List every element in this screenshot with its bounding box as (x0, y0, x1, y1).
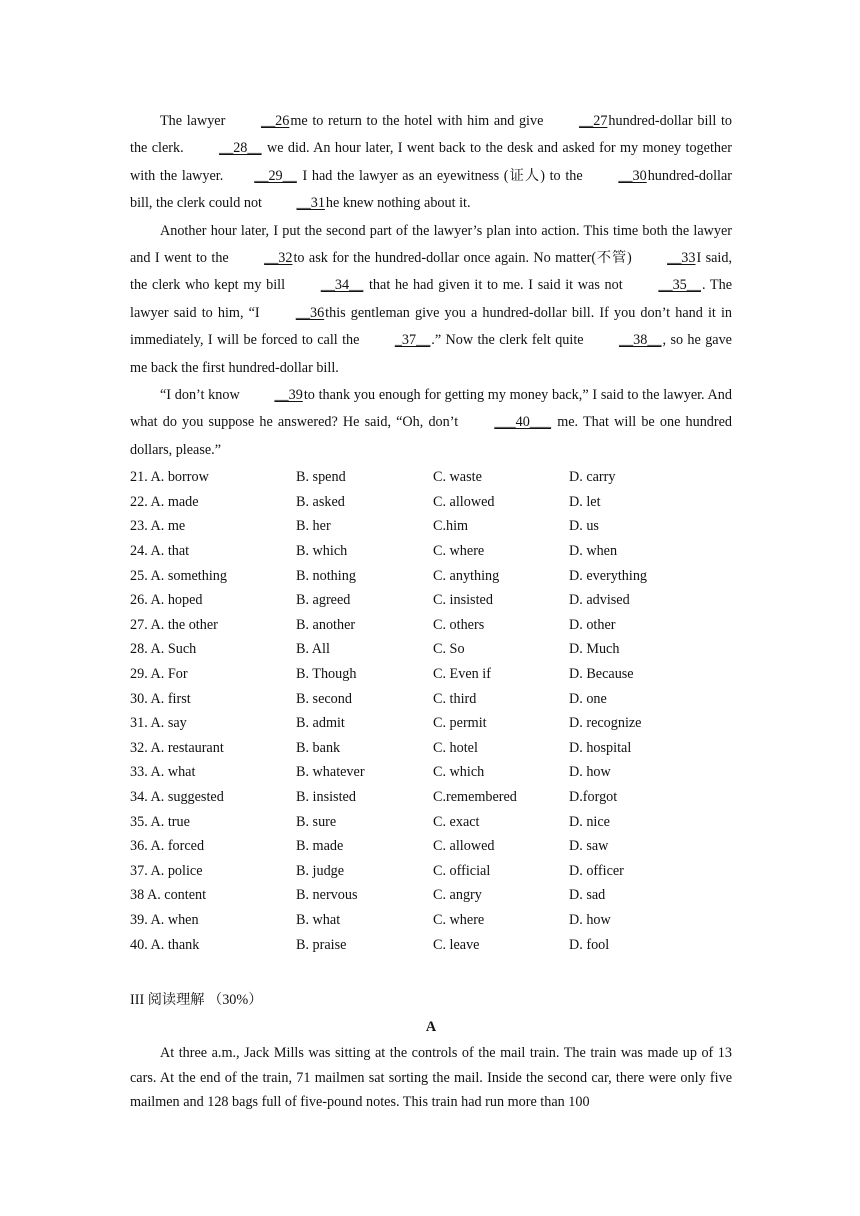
option-choice: C. where (433, 543, 485, 560)
option-choice: C.him (433, 518, 469, 535)
passage-text: Another hour later, I put the second part of the lawyer’s plan into action. This time both the lawyer and I went to the (130, 222, 732, 267)
section-title: III 阅读理解 （30%） (130, 992, 263, 1009)
option-choice: D. hospital (569, 739, 632, 756)
passage-text: I said, the clerk who kept my bill (130, 250, 732, 294)
passage-text: we did. An hour later, I went back to the desk and asked for my money together with the lawyer. (130, 140, 732, 184)
option-choice: B. judge (296, 862, 345, 879)
option-row (130, 933, 732, 958)
document-page (130, 108, 732, 1115)
option-choice: D. how (569, 764, 611, 781)
option-choice: C. permit (433, 715, 487, 732)
option-choice: C. where (433, 911, 485, 928)
cloze-paragraph (130, 382, 732, 464)
passage-text: this gentleman give you a hundred-dollar bill. If you don’t hand it in immediately, I will be forced to call the (130, 304, 732, 349)
option-choice: C. leave (433, 936, 480, 953)
option-choice: D. Because (569, 666, 634, 683)
option-row (130, 539, 732, 564)
answer-blank: __28__ (219, 140, 262, 157)
option-choice: D.forgot (569, 789, 618, 805)
option-choice: 25. A. something (130, 567, 227, 584)
option-choice: B. nervous (296, 887, 358, 904)
option-choice: 36. A. forced (130, 838, 205, 855)
passage-text: me. That will be one hundred dollars, please.” (130, 414, 732, 458)
option-choice: 21. A. borrow (130, 469, 209, 486)
option-choice: 34. A. suggested (130, 789, 224, 805)
option-row (130, 883, 732, 908)
option-row (130, 711, 732, 736)
option-choice: C. official (433, 862, 491, 879)
option-choice: C. allowed (433, 493, 495, 510)
passage-text: The lawyer (160, 113, 230, 129)
option-choice: C. insisted (433, 592, 493, 609)
option-choice: B. nothing (296, 567, 356, 584)
option-choice: B. insisted (296, 789, 356, 805)
option-choice: 22. A. made (130, 493, 199, 510)
answer-blank: __34__ (320, 277, 364, 294)
option-choice: B. spend (296, 469, 346, 486)
passage-text: “I don’t know (160, 387, 244, 404)
answer-blank: __36 (295, 304, 325, 321)
passage-text: . The lawyer said to him, “I (130, 277, 732, 321)
option-choice: D. when (569, 543, 618, 560)
option-choice: 27. A. the other (130, 616, 218, 633)
option-choice: B. what (296, 911, 341, 928)
option-choice: 31. A. say (130, 715, 187, 732)
option-row (130, 613, 732, 638)
option-choice: B. made (296, 838, 344, 855)
passage-text: , so he gave me back the first hundred-dollar bill. (130, 332, 732, 376)
option-row (130, 785, 732, 810)
answer-blank: __30 (618, 167, 647, 184)
option-row (130, 465, 732, 490)
reading-paragraph: At three a.m., Jack Mills was sitting at the controls of the mail train. The train was made up of 13 cars. At the end of the train, 71 mailmen sat sorting the mail. Inside the second car, there were only five mailmen and 128 bags full of five-pound notes. This train had run more than 100 (130, 1045, 732, 1111)
option-row (130, 859, 732, 884)
answer-blank: __27 (579, 113, 608, 129)
answer-blank: __38__ (618, 332, 662, 349)
answer-blank: __29__ (254, 167, 297, 184)
answer-blank: __32 (264, 250, 293, 267)
option-row (130, 490, 732, 515)
option-choice: 38 A. content (130, 887, 207, 904)
option-choice: D. sad (569, 887, 606, 904)
answer-blank: ___40___ (494, 414, 552, 431)
option-choice: B. her (296, 518, 331, 535)
option-choice: B. whatever (296, 764, 365, 781)
option-choice: D. recognize (569, 715, 642, 732)
options-list (130, 465, 732, 957)
cloze-paragraph (130, 218, 732, 382)
option-row (130, 834, 732, 859)
option-row (130, 687, 732, 712)
option-choice: D. fool (569, 936, 610, 953)
option-choice: B. asked (296, 493, 345, 510)
option-choice: D. saw (569, 838, 609, 855)
option-choice: C. allowed (433, 838, 495, 855)
option-choice: D. let (569, 493, 601, 510)
option-choice: B. which (296, 543, 348, 560)
option-row (130, 588, 732, 613)
passage-text: that he had given it to me. I said it was not (364, 277, 628, 294)
option-choice: D. advised (569, 592, 630, 609)
answer-blank: __35__ (658, 277, 701, 294)
option-choice: C. which (433, 764, 485, 781)
passage-text: he knew nothing about it. (325, 195, 471, 212)
option-choice: C. So (433, 641, 465, 658)
option-choice: C. hotel (433, 739, 478, 756)
option-choice: C. waste (433, 469, 482, 486)
option-row (130, 760, 732, 785)
option-choice: C. anything (433, 567, 500, 584)
option-choice: D. everything (569, 567, 648, 584)
answer-blank: __31 (296, 195, 325, 212)
option-choice: C. exact (433, 813, 480, 830)
passage-text: hundred-dollar bill to the clerk. (130, 113, 732, 157)
option-choice: C. Even if (433, 666, 491, 683)
option-row (130, 637, 732, 662)
option-choice: B. All (296, 641, 330, 658)
option-choice: C.remembered (433, 789, 517, 805)
cloze-paragraph (130, 108, 732, 218)
option-choice: B. second (296, 690, 352, 707)
option-row (130, 736, 732, 761)
option-choice: 23. A. me (130, 518, 186, 535)
option-choice: 39. A. when (130, 911, 199, 928)
option-choice: 26. A. hoped (130, 592, 203, 609)
option-row (130, 662, 732, 687)
option-choice: 32. A. restaurant (130, 739, 224, 756)
option-row (130, 810, 732, 835)
option-choice: D. Much (569, 641, 620, 658)
answer-blank: __33 (667, 250, 696, 267)
option-choice: 30. A. first (130, 690, 191, 707)
option-row (130, 908, 732, 933)
option-choice: 35. A. true (130, 813, 190, 830)
passage-text: .” Now the clerk felt quite (431, 332, 588, 349)
option-choice: B. sure (296, 813, 337, 830)
option-choice: D. how (569, 911, 611, 928)
passage-text: hundred-dollar bill, the clerk could not (130, 167, 733, 212)
passage-text: to thank you enough for getting my money back,” I said to the lawyer. And what do you suppose he answered? He said, “Oh, don’t (130, 387, 732, 431)
option-choice: B. Though (296, 666, 357, 683)
option-choice: D. carry (569, 469, 616, 486)
answer-blank: __26 (260, 113, 290, 129)
option-choice: B. bank (296, 739, 341, 756)
answer-blank: __39 (274, 387, 303, 404)
option-choice: 33. A. what (130, 764, 196, 781)
option-choice: C. others (433, 616, 485, 633)
option-choice: 28. A. Such (130, 641, 197, 658)
cloze-passage (130, 108, 732, 464)
option-choice: B. agreed (296, 592, 351, 609)
option-row (130, 514, 732, 539)
passage-text: I had the lawyer as an eyewitness (证人) to the (297, 167, 588, 184)
option-choice: D. nice (569, 813, 610, 830)
passage-text: to ask for the hundred-dollar once again. No matter(不管) (293, 250, 637, 267)
option-choice: B. praise (296, 936, 347, 953)
option-choice: D. other (569, 616, 616, 633)
passage-label: A (425, 1019, 437, 1036)
option-choice: 37. A. police (130, 862, 203, 879)
option-choice: 29. A. For (130, 666, 188, 683)
option-choice: C. angry (433, 887, 482, 904)
option-choice: B. admit (296, 715, 345, 732)
answer-blank: _37__ (394, 332, 431, 349)
option-choice: C. third (433, 690, 477, 707)
option-choice: D. one (569, 690, 607, 707)
option-row (130, 564, 732, 589)
passage-text: me to return to the hotel with him and give (290, 113, 549, 129)
option-choice: D. officer (569, 862, 624, 879)
option-choice: D. us (569, 518, 599, 535)
option-choice: 24. A. that (130, 543, 190, 560)
option-choice: B. another (296, 616, 356, 633)
option-choice: 40. A. thank (130, 936, 200, 953)
